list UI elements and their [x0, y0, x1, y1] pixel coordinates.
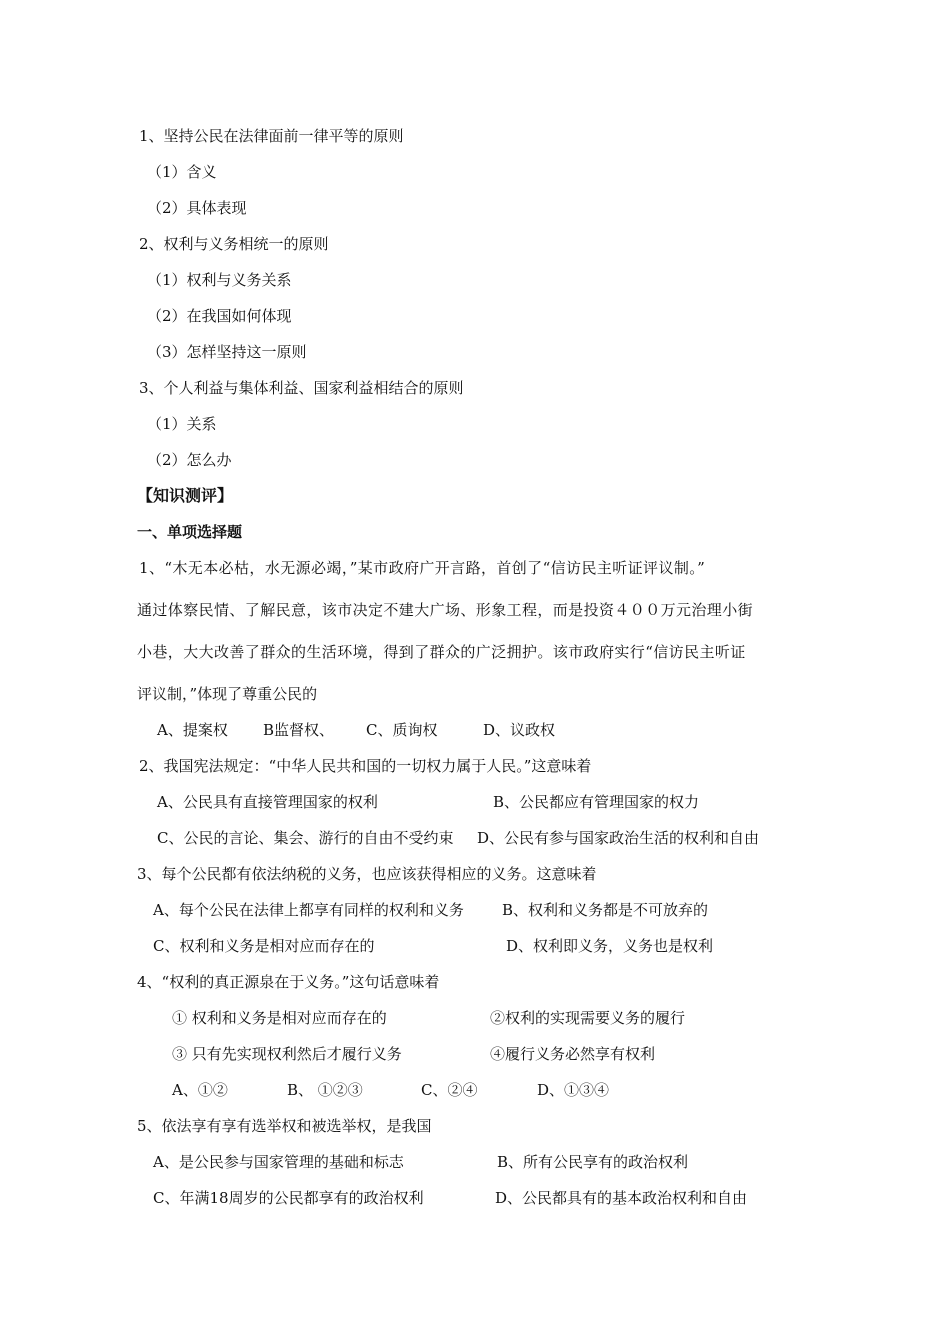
outline-subitem-2-2: （2）在我国如何体现: [147, 307, 292, 325]
question-2-option-d: D、公民有参与国家政治生活的权利和自由: [477, 829, 760, 847]
question-2-option-b: B、公民都应有管理国家的权力: [493, 793, 700, 811]
question-3-option-b: B、权利和义务都是不可放弃的: [502, 901, 709, 919]
question-2-option-c: C、公民的言论、集会、游行的自由不受约束: [157, 829, 454, 847]
question-4-statement-2: ②权利的实现需要义务的履行: [490, 1009, 686, 1027]
question-1-stem-line: 1、“木无本必枯，水无源必竭，”某市政府广开言路，首创了“信访民主听证评议制。”: [139, 559, 706, 577]
subsection-title: 一、单项选择题: [137, 523, 243, 541]
question-5-option-a: A、是公民参与国家管理的基础和标志: [153, 1153, 404, 1171]
outline-item-1: 1、坚持公民在法律面前一律平等的原则: [139, 127, 404, 145]
question-3-option-a: A、每个公民在法律上都享有同样的权利和义务: [153, 901, 464, 919]
question-5-stem: 5、依法享有享有选举权和被选举权，是我国: [137, 1117, 432, 1135]
question-4-stem: 4、“权利的真正源泉在于义务。”这句话意味着: [137, 973, 440, 991]
question-3-option-c: C、权利和义务是相对应而存在的: [153, 937, 375, 955]
question-4-option-b: B、 ①②③: [287, 1081, 363, 1099]
question-1-option-d: D、议政权: [483, 721, 556, 739]
question-3-option-d: D、权利即义务，义务也是权利: [506, 937, 714, 955]
section-title: 【知识测评】: [137, 486, 234, 505]
outline-subitem-2-1: （1）权利与义务关系: [147, 271, 292, 289]
question-5-option-c: C、年满18周岁的公民都享有的政治权利: [153, 1189, 424, 1207]
question-4-option-a: A、①②: [172, 1081, 228, 1099]
question-1-stem-line: 评议制，”体现了尊重公民的: [137, 685, 318, 703]
outline-subitem-2-3: （3）怎样坚持这一原则: [147, 343, 307, 361]
question-4-statement-3: ③ 只有先实现权利然后才履行义务: [172, 1045, 402, 1063]
outline-subitem-3-1: （1）关系: [147, 415, 217, 433]
question-4-option-c: C、②④: [421, 1081, 478, 1099]
question-4-statement-4: ④履行义务必然享有权利: [490, 1045, 656, 1063]
question-5-option-d: D、公民都具有的基本政治权利和自由: [495, 1189, 748, 1207]
outline-subitem-1-2: （2）具体表现: [147, 199, 247, 217]
outline-subitem-3-2: （2）怎么办: [147, 451, 232, 469]
question-1-option-a: A、提案权: [157, 721, 228, 739]
question-1-option-b: B监督权、: [263, 721, 335, 739]
question-4-statement-1: ① 权利和义务是相对应而存在的: [172, 1009, 387, 1027]
question-1-stem-line: 通过体察民情、了解民意，该市决定不建大广场、形象工程，而是投资４００万元治理小街: [137, 601, 754, 619]
outline-item-3: 3、个人利益与集体利益、国家利益相结合的原则: [139, 379, 464, 397]
question-2-option-a: A、公民具有直接管理国家的权利: [157, 793, 378, 811]
question-1-stem-line: 小巷，大大改善了群众的生活环境，得到了群众的广泛拥护。该市政府实行“信访民主听证: [137, 643, 746, 661]
question-4-option-d: D、①③④: [537, 1081, 610, 1099]
question-1-option-c: C、质询权: [366, 721, 438, 739]
outline-subitem-1-1: （1）含义: [147, 163, 217, 181]
outline-item-2: 2、权利与义务相统一的原则: [139, 235, 329, 253]
question-3-stem: 3、每个公民都有依法纳税的义务，也应该获得相应的义务。这意味着: [137, 865, 597, 883]
question-2-stem: 2、我国宪法规定：“中华人民共和国的一切权力属于人民。”这意味着: [139, 757, 592, 775]
question-5-option-b: B、所有公民享有的政治权利: [497, 1153, 689, 1171]
